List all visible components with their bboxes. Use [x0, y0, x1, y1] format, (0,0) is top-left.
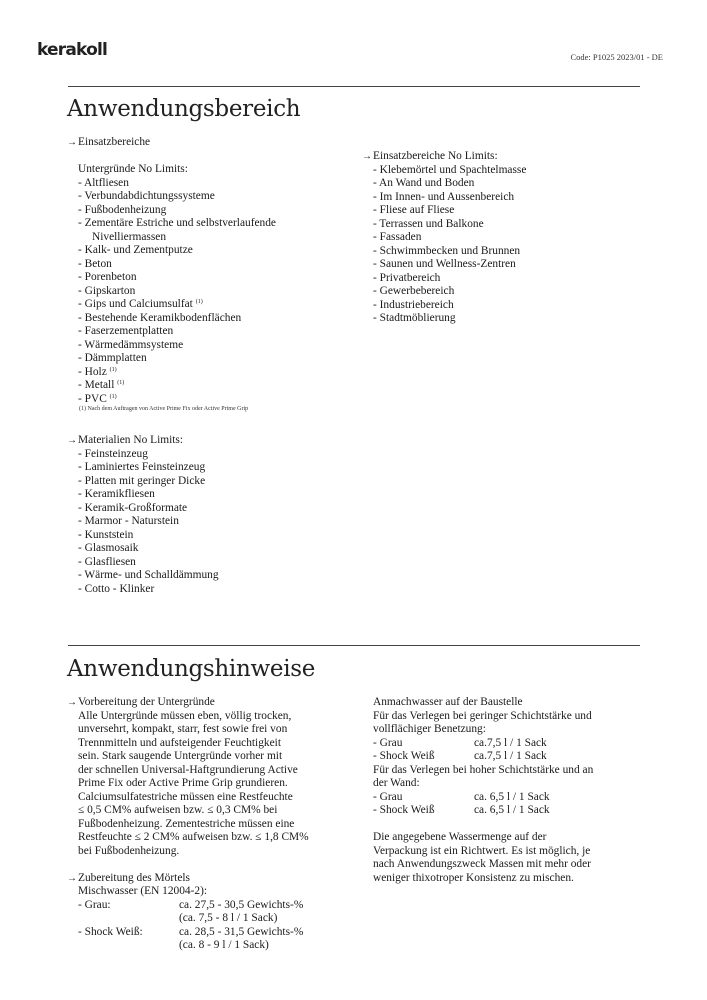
mix-row-grau-sack: (ca. 7,5 - 8 l / 1 Sack) [179, 912, 278, 924]
vorbereitung-column [67, 696, 309, 953]
hoch-row-grau: - Grau ca. 6,5 l / 1 Sack [373, 790, 550, 803]
spacer [67, 858, 309, 872]
list-item: - Saunen und Wellness-Zentren [373, 258, 516, 270]
section-title-anwendungsbereich: Anwendungsbereich [67, 96, 301, 122]
text-line: Für das Verlegen bei hoher Schichtstärke und an [373, 763, 594, 776]
list-item: - Metall $^{(1)}$ [78, 379, 125, 391]
text-line: sein. Stark saugende Untergründe vorher mit [78, 750, 283, 762]
text-line: Alle Untergründe müssen eben, völlig trocken, [78, 709, 292, 722]
list-item: - Im Innen- und Aussenbereich [373, 190, 515, 203]
einsatz-nl-heading: →Einsatzbereiche No Limits: [362, 150, 498, 162]
list-item: - Bestehende Keramikbodenflächen [78, 311, 242, 324]
mix-row-shock-sack: (ca. 8 - 9 l / 1 Sack) [179, 939, 269, 951]
materialien-heading: →Materialien No Limits: [67, 434, 184, 446]
untergruende-heading: Untergründe No Limits: [78, 163, 188, 175]
list-item: - An Wand und Boden [373, 177, 475, 189]
text-line: Die angegebene Wassermenge auf der [373, 831, 547, 843]
text-line: ≤ 0,5 CM% aufweisen bzw. ≤ 0,3 CM% bei [78, 804, 278, 816]
arrow-right-icon: → [362, 151, 372, 162]
anmach-column [373, 696, 593, 885]
text-line: Fußbodenheizung. Zementestriche müssen eine [78, 817, 295, 830]
arrow-right-icon: → [67, 435, 77, 446]
list-item: - Faserzementplatten [78, 325, 174, 337]
text-line: bei Fußbodenheizung. [78, 844, 180, 857]
list-item: - Glasmosaik [78, 542, 139, 554]
list-item: - PVC $^{(1)}$ [78, 392, 117, 405]
list-item: - Fliese auf Fliese [373, 204, 455, 216]
section-rule [68, 645, 640, 646]
list-item: - Verbundabdichtungssysteme [78, 190, 215, 202]
text-line: unversehrt, kompakt, starr, fest sowie frei von [78, 723, 288, 735]
anmach-heading: Anmachwasser auf der Baustelle [373, 696, 523, 708]
text-line: Restfeuchte ≤ 2 CM% aufweisen bzw. ≤ 1,8 CM% [78, 831, 309, 843]
text-line: Calciumsulfatestriche müssen eine Restfeuchte [78, 790, 293, 803]
list-item: - Gewerbebereich [373, 285, 455, 297]
text-line: Trennmitteln und aufsteigender Feuchtigkeit [78, 736, 281, 749]
list-item: - Keramikfliesen [78, 488, 155, 500]
materialien-column [67, 434, 219, 596]
section-title-anwendungshinweise: Anwendungshinweise [67, 656, 316, 682]
spacer [373, 818, 593, 832]
gering-row-shock: - Shock Weiß ca.7,5 l / 1 Sack [373, 750, 547, 762]
arrow-right-icon: → [67, 137, 77, 148]
document-code: Code: P1025 2023/01 - DE [570, 52, 663, 62]
footnote-marker: (1) [117, 380, 125, 386]
list-item: - Industriebereich [373, 298, 454, 311]
text-line: der schnellen Universal-Haftgrundierung Active [78, 763, 298, 776]
list-item: - Gipskarton [78, 284, 136, 297]
list-item: - Wärmedämmsysteme [78, 338, 184, 351]
list-item: - Keramik-Großformate [78, 501, 188, 514]
list-item: - Klebemörtel und Spachtelmasse [373, 163, 527, 176]
mix-row-grau: - Grau: ca. 27,5 - 30,5 Gewichts-% [78, 898, 304, 911]
vorbereitung-heading: →Vorbereitung der Untergründe [67, 696, 215, 708]
text-line: weniger thixotroper Konsistenz zu mischen. [373, 871, 574, 884]
mix-row-shock: - Shock Weiß: ca. 28,5 - 31,5 Gewichts-% [78, 925, 304, 938]
text-line: vollflächiger Benetzung: [373, 723, 486, 735]
list-item: - Altfliesen [78, 176, 129, 189]
arrow-right-icon: → [67, 697, 77, 708]
text-line: Prime Fix oder Active Prime Grip grundieren. [78, 777, 288, 789]
list-item: - Gips und Calciumsulfat $^{(1)}$ [78, 298, 203, 310]
gering-row-grau: - Grau ca.7,5 l / 1 Sack [373, 736, 547, 749]
list-item: - Marmor - Naturstein [78, 515, 179, 527]
list-item: - Fassaden [373, 231, 422, 243]
einsatz-heading: →Einsatzbereiche [67, 136, 151, 148]
list-item: - Wärme- und Schalldämmung [78, 569, 219, 581]
list-item: - Schwimmbecken und Brunnen [373, 244, 521, 257]
list-item: - Stadtmöblierung [373, 312, 456, 324]
list-item: - Laminiertes Feinsteinzeug [78, 461, 206, 473]
list-item: - Privatbereich [373, 271, 441, 284]
footnote-marker: (1) [195, 299, 203, 305]
list-item: - Holz $^{(1)}$ [78, 365, 117, 378]
zubereitung-heading: →Zubereitung des Mörtels [67, 871, 190, 884]
footnote-marker: (1) [109, 393, 117, 400]
list-item: - Glasfliesen [78, 555, 136, 568]
list-item: - Kunststein [78, 528, 134, 541]
list-item: - Platten mit geringer Dicke [78, 474, 206, 487]
text-line: nach Anwendungszweck Massen mit mehr oder [373, 858, 591, 870]
list-item: - Kalk- und Zementputze [78, 244, 193, 256]
spacer [67, 150, 276, 164]
arrow-right-icon: → [67, 872, 77, 884]
text-line: Verpackung ist ein Richtwert. Es ist möglich, je [373, 844, 591, 857]
text-line: Für das Verlegen bei geringer Schichtstärke und [373, 709, 592, 722]
list-item: - Cotto - Klinker [78, 582, 155, 595]
hoch-row-shock: - Shock Weiß ca. 6,5 l / 1 Sack [373, 804, 550, 816]
mischwasser-heading: Mischwasser (EN 12004-2): [78, 885, 208, 897]
untergruende-column [67, 136, 276, 406]
section-rule [68, 86, 640, 87]
text-line: der Wand: [373, 777, 420, 789]
footnote: (1) Nach dem Auftragen von Active Prime Fix oder Active Prime Grip [79, 406, 249, 412]
list-item: - Porenbeton [78, 271, 137, 283]
brand-logo: kerakoll [37, 40, 108, 60]
list-item: Nivelliermassen [92, 230, 167, 243]
einsatz-nl-column [362, 150, 526, 326]
list-item: - Beton [78, 257, 112, 270]
list-item: - Dämmplatten [78, 352, 147, 364]
list-item: - Terrassen und Balkone [373, 217, 484, 230]
list-item: - Fußbodenheizung [78, 203, 167, 216]
list-item: - Zementäre Estriche und selbstverlaufende [78, 217, 276, 229]
list-item: - Feinsteinzeug [78, 447, 148, 460]
footnote-marker: (1) [109, 366, 117, 373]
